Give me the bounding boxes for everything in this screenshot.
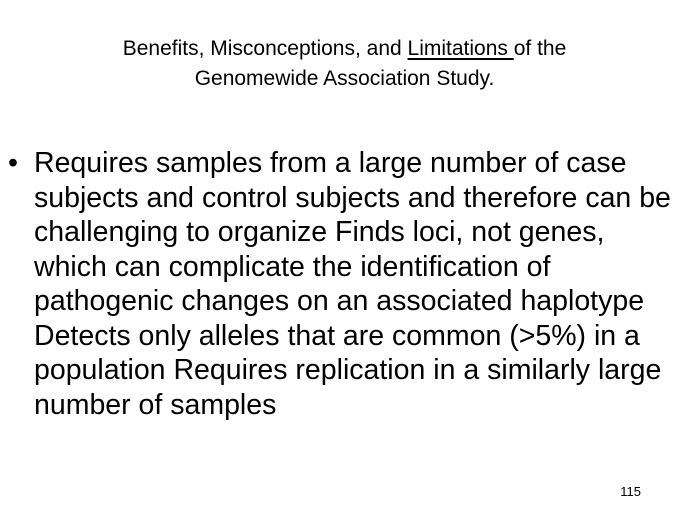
title-line-2: Genomewide Association Study. [194,67,495,90]
page-number: 115 [620,484,641,499]
slide-title [20,34,669,94]
bullet-text: Requires samples from a large number of case subjects and control subjects and therefore can be challenging to organize Finds loci, not genes, which can complicate the identification of pathogenic changes on an associated haplotype Detects only alleles that are common (>5%) in a population Requires replication in a similarly large number of samples [34,147,671,421]
title-part-1: Benefits, Misconceptions, and [122,37,408,60]
title-underlined-word: Limitations [407,37,514,60]
bullet-marker: • [8,147,18,179]
title-part-2: of the [513,37,567,60]
bullet-item [0,146,689,422]
bullet-list [0,146,689,422]
